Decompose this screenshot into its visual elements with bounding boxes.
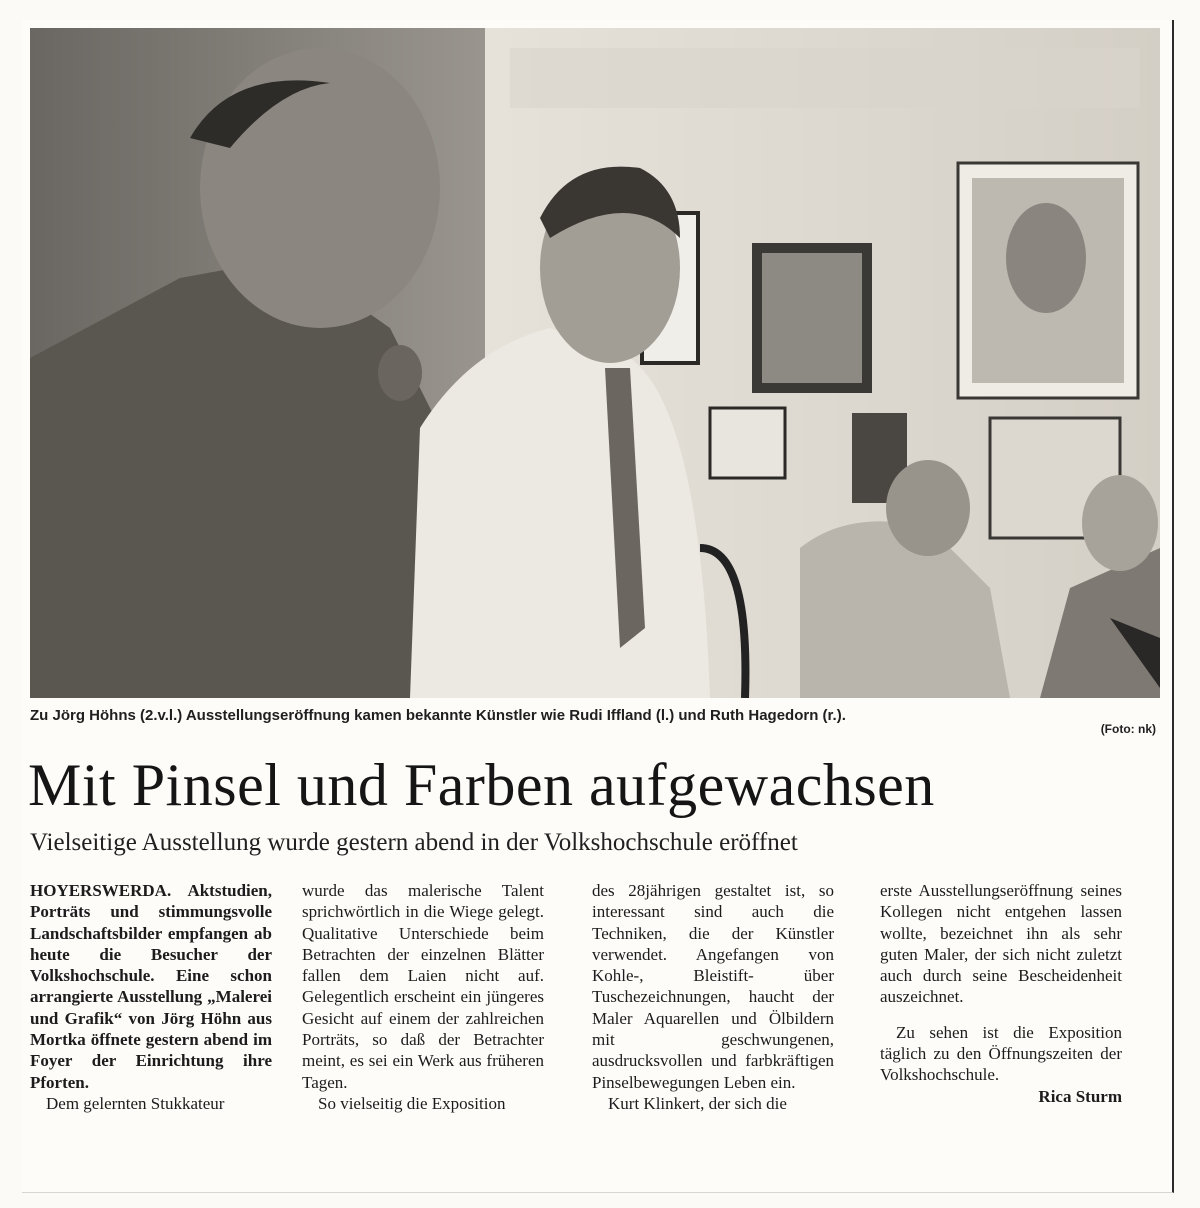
newspaper-clipping: [22, 20, 1174, 1193]
paragraph: erste Ausstellungseröffnung seines Kollegen nicht entgehen lassen wollte, bezeichnet ihn als sehr guten Maler, der sich nicht zuletzt auch durch seine Bescheidenheit auszeichnet.: [880, 881, 1122, 1007]
article-photo: [30, 28, 1160, 698]
article-column-2: [302, 880, 544, 1114]
caption-text: Zu Jörg Höhns (2.v.l.) Ausstellungseröffnung kamen bekannte Künstler wie Rudi Iffland (l.) und Ruth Hagedorn (r.).: [30, 707, 846, 724]
paragraph: Kurt Klinkert, der sich die: [608, 1093, 787, 1113]
subheadline: Vielseitige Ausstellung wurde gestern abend in der Volkshochschule eröffnet: [30, 829, 798, 856]
paragraph-gap: [880, 1008, 1122, 1022]
article-column-1: [30, 880, 272, 1114]
photo-credit: (Foto: nk): [1100, 722, 1156, 736]
paragraph: des 28jährigen gestaltet ist, so interessant sind auch die Techniken, die der Künstler verwendet. Angefangen von Kohle-, Bleistift- über Tuschezeichnungen, haucht der Maler Aquarellen und Ölbildern mit geschwungenen, ausdrucksvollen und farbkräftigen Pinselbewegungen Leben ein.: [592, 881, 834, 1092]
article-column-3: [592, 880, 834, 1114]
lead-paragraph: HOYERSWERDA. Aktstudien, Porträts und stimmungsvolle Landschaftsbilder empfangen ab heute die Besucher der Volkshochschule. Eine schon arrangierte Ausstellung „Malerei und Grafik“ von Jörg Höhn aus Mortka öffnete gestern abend im Foyer der Einrichtung ihre Pforten.: [30, 881, 272, 1092]
article-column-4: [880, 880, 1122, 1107]
author-byline: Rica Sturm: [1038, 1086, 1122, 1106]
photo-caption: [30, 704, 1160, 744]
paragraph: Zu sehen ist die Exposition täglich zu den Öffnungszeiten der Volkshochschule.: [880, 1022, 1122, 1085]
paragraph: Dem gelernten Stukkateur: [46, 1093, 225, 1113]
headline: Mit Pinsel und Farben aufgewachsen: [28, 752, 935, 818]
paragraph: So vielseitig die Exposition: [318, 1093, 506, 1113]
paragraph: wurde das malerische Talent sprichwörtlich in die Wiege gelegt. Qualitative Unterschiede beim Betrachten der einzelnen Blätter fallen dem Laien nicht auf. Gelegentlich erscheint ein jüngeres Gesicht auf einem der zahlreichen Porträts, so daß der Betrachter meint, es sei ein Werk aus früheren Tagen.: [302, 881, 544, 1092]
